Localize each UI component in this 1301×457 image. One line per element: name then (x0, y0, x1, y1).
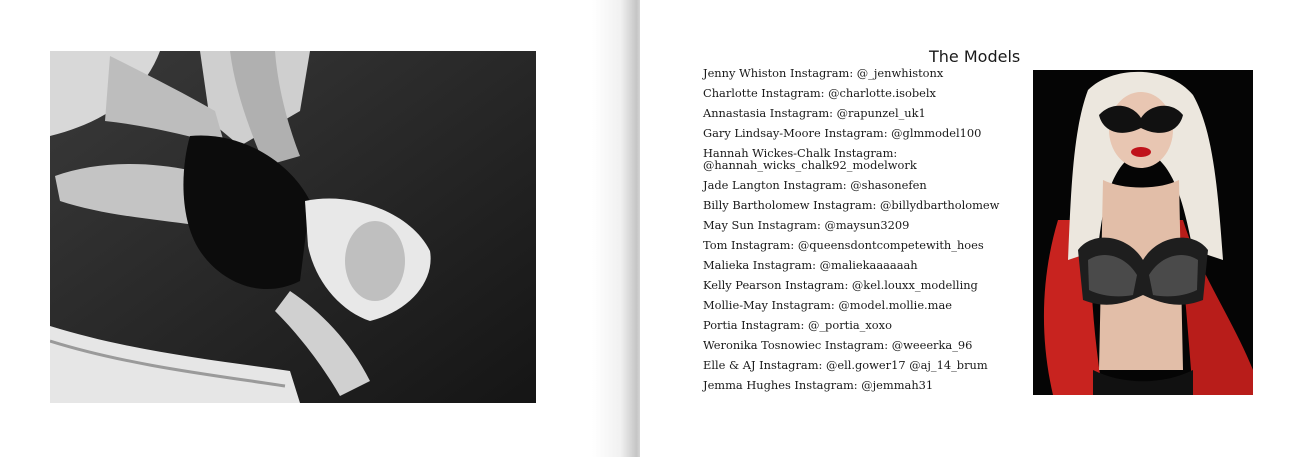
right-photo (1033, 70, 1253, 395)
list-item: Jenny Whiston Instagram: @_jenwhistonx (703, 66, 944, 80)
page-title: The Models (929, 47, 1021, 66)
masked-model-photo (1033, 70, 1253, 395)
list-item: Kelly Pearson Instagram: @kel.louxx_modelling (703, 278, 978, 292)
list-item: Weronika Tosnowiec Instagram: @weeerka_96 (703, 338, 973, 352)
list-item: Jade Langton Instagram: @shasonefen (703, 178, 927, 192)
left-photo (50, 51, 536, 403)
list-item: May Sun Instagram: @maysun3209 (703, 218, 910, 232)
list-item: Billy Bartholomew Instagram: @billydbartholomew (703, 198, 1000, 212)
list-item: Hannah Wickes-Chalk Instagram: @hannah_wicks_chalk92_modelwork (703, 146, 917, 172)
list-item: Jemma Hughes Instagram: @jemmah31 (703, 378, 934, 392)
list-item: Tom Instagram: @queensdontcompetewith_hoes (703, 238, 984, 252)
list-item: Portia Instagram: @_portia_xoxo (703, 318, 892, 332)
list-item: Gary Lindsay-Moore Instagram: @glmmodel100 (703, 126, 982, 140)
list-item: Elle & AJ Instagram: @ell.gower17 @aj_14_brum (703, 358, 988, 372)
list-item: Charlotte Instagram: @charlotte.isobelx (703, 86, 936, 100)
list-item: Malieka Instagram: @maliekaaaaaah (703, 258, 918, 272)
left-page (0, 0, 640, 457)
models-credit-list (703, 67, 1033, 399)
list-item: Annastasia Instagram: @rapunzel_uk1 (703, 106, 926, 120)
bw-model-photo (50, 51, 536, 403)
list-item: Mollie-May Instagram: @model.mollie.mae (703, 298, 953, 312)
